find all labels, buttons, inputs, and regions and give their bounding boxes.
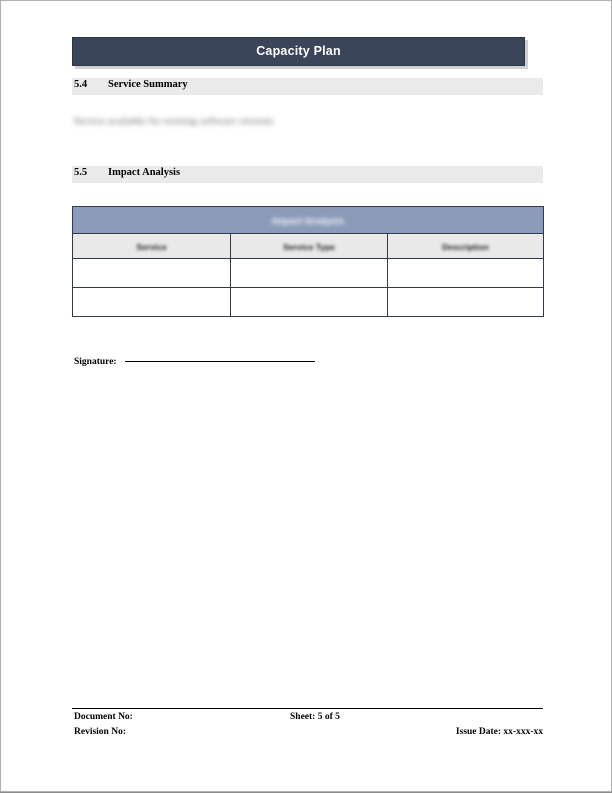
column-header-service: Service bbox=[73, 234, 231, 259]
table-row bbox=[73, 259, 544, 288]
section-number: 5.4 bbox=[74, 79, 88, 90]
cell-service[interactable] bbox=[73, 288, 231, 317]
table-caption-cell bbox=[73, 207, 544, 234]
signature-label: Signature: bbox=[74, 357, 117, 367]
cell-description[interactable] bbox=[388, 288, 544, 317]
section-heading-5-5 bbox=[72, 166, 543, 183]
cell-service-type[interactable] bbox=[231, 259, 388, 288]
signature-field bbox=[74, 357, 315, 367]
footer-row-bottom bbox=[72, 727, 543, 742]
section-label: Impact Analysis bbox=[108, 167, 181, 178]
cell-description[interactable] bbox=[388, 259, 544, 288]
column-header-description: Description bbox=[388, 234, 544, 259]
section-number: 5.5 bbox=[74, 167, 88, 178]
table-caption-text: Impact Analysis bbox=[272, 216, 344, 227]
column-header-service-type: Service Type bbox=[231, 234, 388, 259]
table-caption-row bbox=[73, 207, 544, 234]
footer-row-top bbox=[72, 712, 543, 727]
cell-service[interactable] bbox=[73, 259, 231, 288]
page-title: Capacity Plan bbox=[256, 44, 341, 58]
signature-line[interactable] bbox=[125, 361, 315, 362]
page-footer bbox=[72, 712, 543, 742]
section-heading-5-4 bbox=[72, 78, 543, 95]
cell-service-type[interactable] bbox=[231, 288, 388, 317]
table-header-row bbox=[73, 234, 544, 259]
impact-analysis-table bbox=[72, 206, 544, 317]
document-title-banner bbox=[72, 37, 525, 66]
service-summary-paragraph: Service available for existing software versions bbox=[74, 117, 274, 127]
footer-sheet: Sheet: 5 of 5 bbox=[290, 712, 340, 722]
footer-issue-date: Issue Date: xx-xxx-xx bbox=[455, 727, 543, 737]
table-row bbox=[73, 288, 544, 317]
section-label: Service Summary bbox=[108, 79, 188, 90]
footer-revision-no: Revision No: bbox=[74, 727, 126, 737]
footer-divider bbox=[72, 708, 543, 709]
page-content bbox=[72, 1, 543, 793]
footer-document-no: Document No: bbox=[74, 712, 133, 722]
